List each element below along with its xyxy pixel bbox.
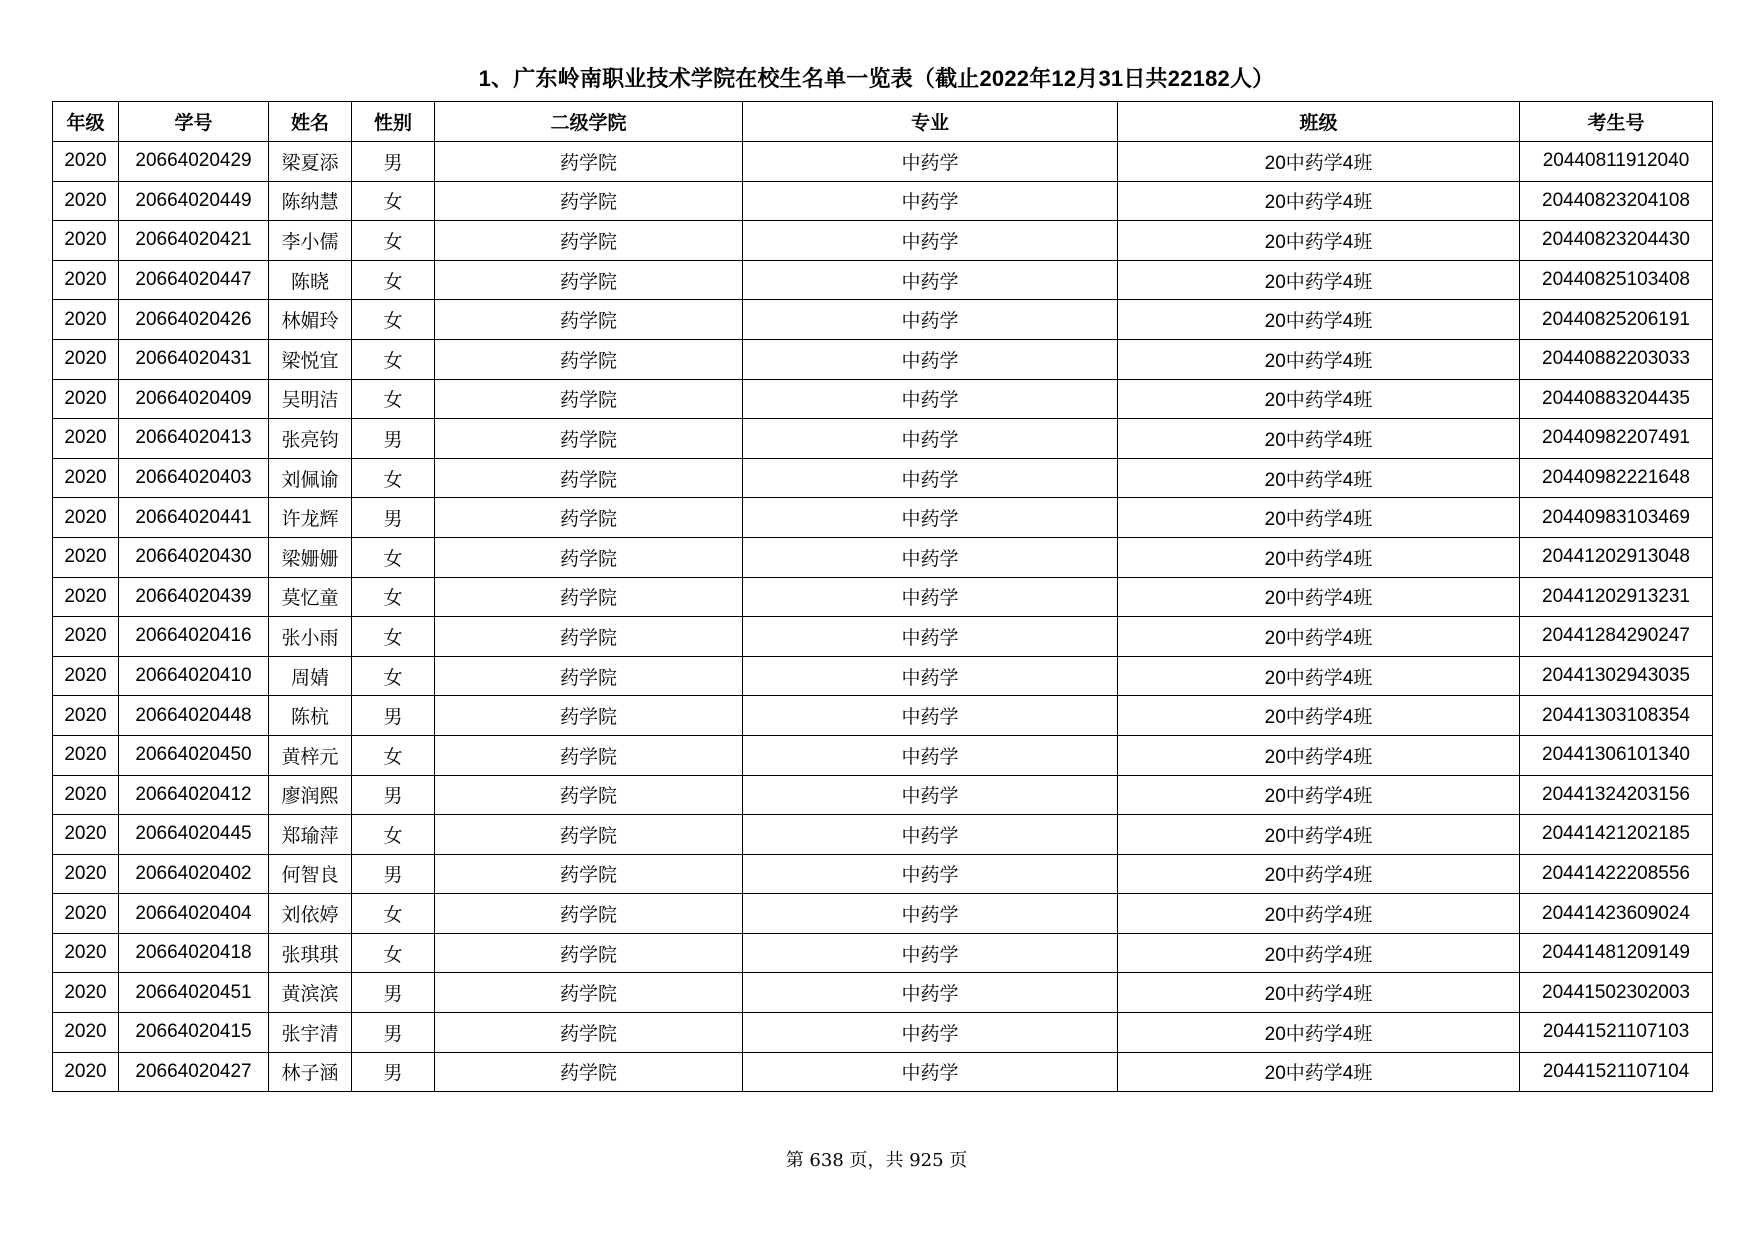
table-row [53, 973, 1713, 1013]
student-roster-table [52, 101, 1713, 1092]
grade-cell: 2020 [53, 894, 119, 934]
grade-cell: 2020 [53, 577, 119, 617]
student-id-cell: 20664020448 [119, 696, 269, 736]
exam-number-cell: 20440825103408 [1520, 260, 1713, 300]
grade-cell: 2020 [53, 933, 119, 973]
exam-number-cell: 20441421202185 [1520, 815, 1713, 855]
grade-cell: 2020 [53, 854, 119, 894]
exam-number-cell: 20441306101340 [1520, 735, 1713, 775]
grade-cell: 2020 [53, 815, 119, 855]
name-cell: 刘依婷 [269, 894, 352, 934]
gender-cell: 女 [352, 656, 435, 696]
class-cell: 20中药学4班 [1118, 498, 1520, 538]
grade-cell: 2020 [53, 142, 119, 182]
class-cell: 20中药学4班 [1118, 419, 1520, 459]
student-id-cell: 20664020445 [119, 815, 269, 855]
grade-cell: 2020 [53, 458, 119, 498]
class-cell: 20中药学4班 [1118, 458, 1520, 498]
gender-cell: 男 [352, 142, 435, 182]
name-cell: 梁姗姗 [269, 537, 352, 577]
gender-cell: 女 [352, 894, 435, 934]
table-row [53, 419, 1713, 459]
grade-cell: 2020 [53, 973, 119, 1013]
class-cell: 20中药学4班 [1118, 142, 1520, 182]
name-cell: 黄滨滨 [269, 973, 352, 1013]
gender-cell: 男 [352, 775, 435, 815]
header-row [53, 102, 1713, 142]
major-cell: 中药学 [743, 577, 1118, 617]
college-cell: 药学院 [435, 973, 743, 1013]
header-student-id: 学号 [119, 102, 269, 142]
header-grade: 年级 [53, 102, 119, 142]
exam-number-cell: 20441423609024 [1520, 894, 1713, 934]
major-cell: 中药学 [743, 537, 1118, 577]
student-id-cell: 20664020409 [119, 379, 269, 419]
college-cell: 药学院 [435, 617, 743, 657]
college-cell: 药学院 [435, 458, 743, 498]
student-id-cell: 20664020416 [119, 617, 269, 657]
exam-number-cell: 20441202913048 [1520, 537, 1713, 577]
exam-number-cell: 20440825206191 [1520, 300, 1713, 340]
exam-number-cell: 20441481209149 [1520, 933, 1713, 973]
class-cell: 20中药学4班 [1118, 577, 1520, 617]
student-id-cell: 20664020403 [119, 458, 269, 498]
student-id-cell: 20664020415 [119, 1013, 269, 1053]
class-cell: 20中药学4班 [1118, 379, 1520, 419]
name-cell: 周婧 [269, 656, 352, 696]
student-id-cell: 20664020431 [119, 339, 269, 379]
college-cell: 药学院 [435, 1052, 743, 1092]
student-id-cell: 20664020441 [119, 498, 269, 538]
table-row [53, 617, 1713, 657]
roster-body [53, 142, 1713, 1092]
exam-number-cell: 20441521107103 [1520, 1013, 1713, 1053]
class-cell: 20中药学4班 [1118, 696, 1520, 736]
table-row [53, 142, 1713, 182]
table-row [53, 379, 1713, 419]
grade-cell: 2020 [53, 419, 119, 459]
major-cell: 中药学 [743, 973, 1118, 1013]
class-cell: 20中药学4班 [1118, 815, 1520, 855]
college-cell: 药学院 [435, 854, 743, 894]
exam-number-cell: 20441422208556 [1520, 854, 1713, 894]
gender-cell: 男 [352, 419, 435, 459]
class-cell: 20中药学4班 [1118, 181, 1520, 221]
major-cell: 中药学 [743, 142, 1118, 182]
gender-cell: 女 [352, 181, 435, 221]
table-row [53, 577, 1713, 617]
header-exam-number: 考生号 [1520, 102, 1713, 142]
table-row [53, 181, 1713, 221]
college-cell: 药学院 [435, 498, 743, 538]
class-cell: 20中药学4班 [1118, 973, 1520, 1013]
gender-cell: 女 [352, 260, 435, 300]
header-gender: 性别 [352, 102, 435, 142]
student-id-cell: 20664020451 [119, 973, 269, 1013]
college-cell: 药学院 [435, 419, 743, 459]
class-cell: 20中药学4班 [1118, 260, 1520, 300]
exam-number-cell: 20440823204430 [1520, 221, 1713, 261]
table-row [53, 498, 1713, 538]
college-cell: 药学院 [435, 260, 743, 300]
student-id-cell: 20664020449 [119, 181, 269, 221]
grade-cell: 2020 [53, 339, 119, 379]
major-cell: 中药学 [743, 181, 1118, 221]
name-cell: 莫忆童 [269, 577, 352, 617]
table-row [53, 300, 1713, 340]
class-cell: 20中药学4班 [1118, 735, 1520, 775]
gender-cell: 女 [352, 577, 435, 617]
exam-number-cell: 20440882203033 [1520, 339, 1713, 379]
table-row [53, 933, 1713, 973]
gender-cell: 男 [352, 854, 435, 894]
gender-cell: 女 [352, 815, 435, 855]
exam-number-cell: 20440982221648 [1520, 458, 1713, 498]
table-row [53, 735, 1713, 775]
name-cell: 何智良 [269, 854, 352, 894]
gender-cell: 女 [352, 379, 435, 419]
gender-cell: 男 [352, 973, 435, 1013]
name-cell: 刘佩谕 [269, 458, 352, 498]
gender-cell: 女 [352, 458, 435, 498]
class-cell: 20中药学4班 [1118, 656, 1520, 696]
class-cell: 20中药学4班 [1118, 537, 1520, 577]
major-cell: 中药学 [743, 617, 1118, 657]
major-cell: 中药学 [743, 458, 1118, 498]
table-row [53, 537, 1713, 577]
college-cell: 药学院 [435, 696, 743, 736]
major-cell: 中药学 [743, 339, 1118, 379]
major-cell: 中药学 [743, 854, 1118, 894]
table-row [53, 458, 1713, 498]
college-cell: 药学院 [435, 577, 743, 617]
exam-number-cell: 20441324203156 [1520, 775, 1713, 815]
exam-number-cell: 20441284290247 [1520, 617, 1713, 657]
exam-number-cell: 20440982207491 [1520, 419, 1713, 459]
student-id-cell: 20664020402 [119, 854, 269, 894]
exam-number-cell: 20441302943035 [1520, 656, 1713, 696]
class-cell: 20中药学4班 [1118, 1013, 1520, 1053]
header-major: 专业 [743, 102, 1118, 142]
header-college: 二级学院 [435, 102, 743, 142]
page-title: 1、广东岭南职业技术学院在校生名单一览表（截止2022年12月31日共22182人） [478, 66, 1275, 91]
gender-cell: 女 [352, 617, 435, 657]
grade-cell: 2020 [53, 1052, 119, 1092]
name-cell: 林媚玲 [269, 300, 352, 340]
college-cell: 药学院 [435, 894, 743, 934]
exam-number-cell: 20441202913231 [1520, 577, 1713, 617]
name-cell: 陈晓 [269, 260, 352, 300]
class-cell: 20中药学4班 [1118, 894, 1520, 934]
major-cell: 中药学 [743, 221, 1118, 261]
page-footer: 第 638 页，共 925 页 [785, 1150, 968, 1171]
major-cell: 中药学 [743, 379, 1118, 419]
exam-number-cell: 20440883204435 [1520, 379, 1713, 419]
table-row [53, 815, 1713, 855]
major-cell: 中药学 [743, 1052, 1118, 1092]
class-cell: 20中药学4班 [1118, 300, 1520, 340]
grade-cell: 2020 [53, 221, 119, 261]
gender-cell: 女 [352, 221, 435, 261]
table-row [53, 1013, 1713, 1053]
exam-number-cell: 20441303108354 [1520, 696, 1713, 736]
name-cell: 林子涵 [269, 1052, 352, 1092]
college-cell: 药学院 [435, 339, 743, 379]
major-cell: 中药学 [743, 498, 1118, 538]
name-cell: 许龙辉 [269, 498, 352, 538]
name-cell: 李小儒 [269, 221, 352, 261]
name-cell: 梁夏添 [269, 142, 352, 182]
table-row [53, 775, 1713, 815]
student-id-cell: 20664020426 [119, 300, 269, 340]
gender-cell: 女 [352, 933, 435, 973]
exam-number-cell: 20441521107104 [1520, 1052, 1713, 1092]
major-cell: 中药学 [743, 815, 1118, 855]
table-row [53, 260, 1713, 300]
major-cell: 中药学 [743, 735, 1118, 775]
name-cell: 张亮钧 [269, 419, 352, 459]
class-cell: 20中药学4班 [1118, 775, 1520, 815]
college-cell: 药学院 [435, 221, 743, 261]
student-id-cell: 20664020404 [119, 894, 269, 934]
college-cell: 药学院 [435, 933, 743, 973]
exam-number-cell: 20440983103469 [1520, 498, 1713, 538]
name-cell: 陈杭 [269, 696, 352, 736]
student-id-cell: 20664020450 [119, 735, 269, 775]
college-cell: 药学院 [435, 815, 743, 855]
class-cell: 20中药学4班 [1118, 339, 1520, 379]
gender-cell: 男 [352, 696, 435, 736]
name-cell: 梁悦宜 [269, 339, 352, 379]
gender-cell: 男 [352, 498, 435, 538]
college-cell: 药学院 [435, 1013, 743, 1053]
name-cell: 张宇清 [269, 1013, 352, 1053]
grade-cell: 2020 [53, 379, 119, 419]
table-row [53, 1052, 1713, 1092]
name-cell: 吴明洁 [269, 379, 352, 419]
grade-cell: 2020 [53, 498, 119, 538]
major-cell: 中药学 [743, 775, 1118, 815]
grade-cell: 2020 [53, 775, 119, 815]
student-id-cell: 20664020410 [119, 656, 269, 696]
name-cell: 黄梓元 [269, 735, 352, 775]
table-row [53, 854, 1713, 894]
header-class: 班级 [1118, 102, 1520, 142]
class-cell: 20中药学4班 [1118, 617, 1520, 657]
name-cell: 廖润熙 [269, 775, 352, 815]
student-id-cell: 20664020439 [119, 577, 269, 617]
student-id-cell: 20664020429 [119, 142, 269, 182]
major-cell: 中药学 [743, 1013, 1118, 1053]
grade-cell: 2020 [53, 617, 119, 657]
major-cell: 中药学 [743, 419, 1118, 459]
college-cell: 药学院 [435, 181, 743, 221]
grade-cell: 2020 [53, 537, 119, 577]
grade-cell: 2020 [53, 656, 119, 696]
student-id-cell: 20664020447 [119, 260, 269, 300]
major-cell: 中药学 [743, 933, 1118, 973]
grade-cell: 2020 [53, 300, 119, 340]
major-cell: 中药学 [743, 894, 1118, 934]
table-row [53, 656, 1713, 696]
college-cell: 药学院 [435, 735, 743, 775]
name-cell: 郑瑜萍 [269, 815, 352, 855]
grade-cell: 2020 [53, 181, 119, 221]
name-cell: 张琪琪 [269, 933, 352, 973]
class-cell: 20中药学4班 [1118, 854, 1520, 894]
grade-cell: 2020 [53, 735, 119, 775]
gender-cell: 女 [352, 735, 435, 775]
gender-cell: 女 [352, 537, 435, 577]
student-id-cell: 20664020427 [119, 1052, 269, 1092]
college-cell: 药学院 [435, 379, 743, 419]
gender-cell: 男 [352, 1013, 435, 1053]
exam-number-cell: 20440811912040 [1520, 142, 1713, 182]
table-row [53, 221, 1713, 261]
class-cell: 20中药学4班 [1118, 1052, 1520, 1092]
class-cell: 20中药学4班 [1118, 221, 1520, 261]
grade-cell: 2020 [53, 696, 119, 736]
student-id-cell: 20664020412 [119, 775, 269, 815]
student-id-cell: 20664020418 [119, 933, 269, 973]
college-cell: 药学院 [435, 537, 743, 577]
name-cell: 陈纳慧 [269, 181, 352, 221]
major-cell: 中药学 [743, 656, 1118, 696]
college-cell: 药学院 [435, 300, 743, 340]
gender-cell: 女 [352, 339, 435, 379]
college-cell: 药学院 [435, 142, 743, 182]
exam-number-cell: 20441502302003 [1520, 973, 1713, 1013]
student-id-cell: 20664020421 [119, 221, 269, 261]
student-id-cell: 20664020430 [119, 537, 269, 577]
header-name: 姓名 [269, 102, 352, 142]
major-cell: 中药学 [743, 260, 1118, 300]
table-row [53, 696, 1713, 736]
grade-cell: 2020 [53, 260, 119, 300]
college-cell: 药学院 [435, 775, 743, 815]
table-row [53, 339, 1713, 379]
college-cell: 药学院 [435, 656, 743, 696]
major-cell: 中药学 [743, 300, 1118, 340]
exam-number-cell: 20440823204108 [1520, 181, 1713, 221]
class-cell: 20中药学4班 [1118, 933, 1520, 973]
table-row [53, 894, 1713, 934]
major-cell: 中药学 [743, 696, 1118, 736]
grade-cell: 2020 [53, 1013, 119, 1053]
name-cell: 张小雨 [269, 617, 352, 657]
student-id-cell: 20664020413 [119, 419, 269, 459]
gender-cell: 男 [352, 1052, 435, 1092]
gender-cell: 女 [352, 300, 435, 340]
